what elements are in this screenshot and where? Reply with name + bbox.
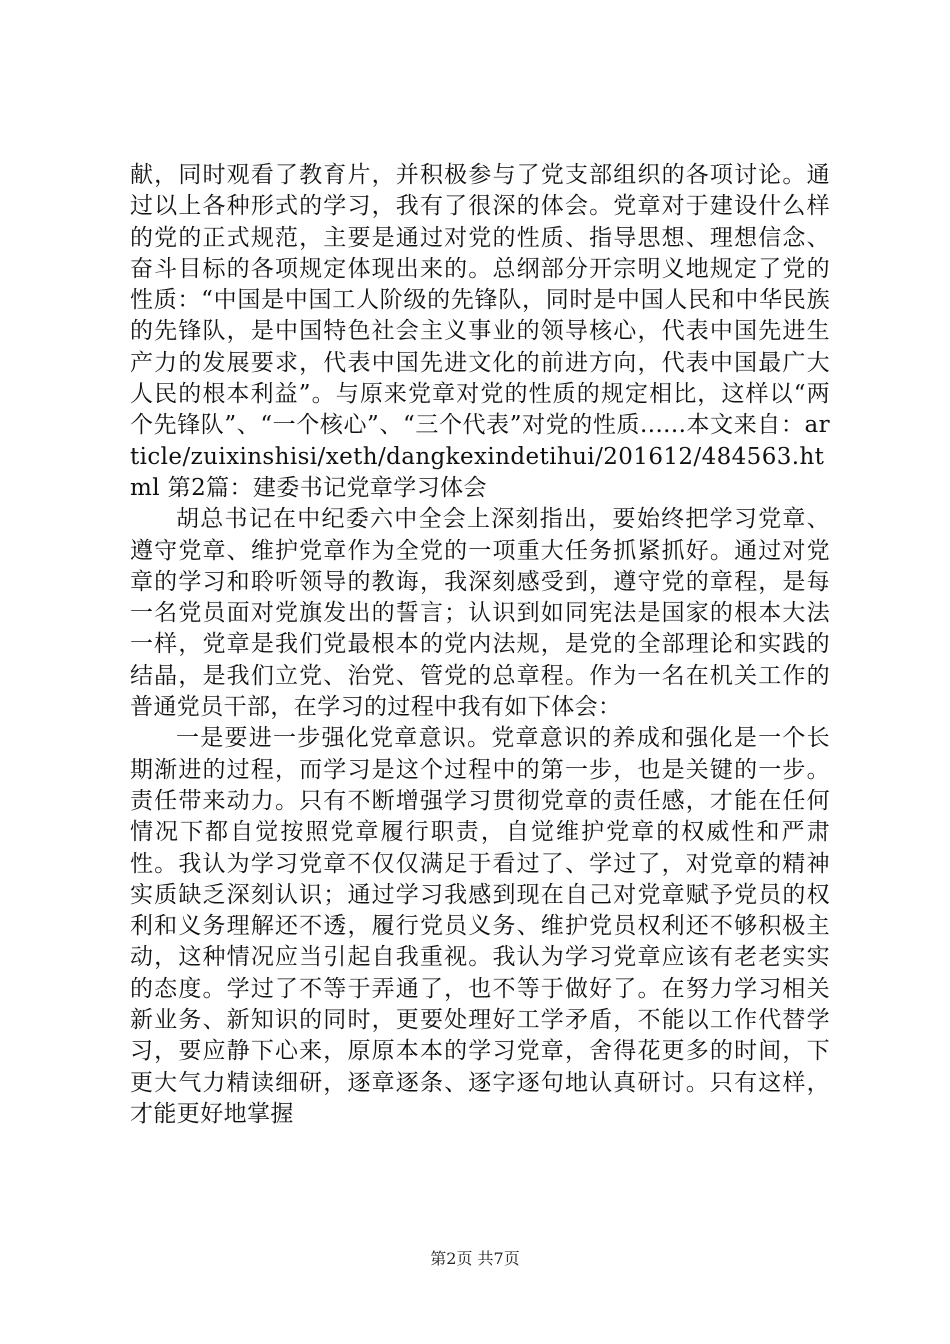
- page-footer: 第2页 共7页: [430, 1249, 520, 1268]
- document-body: [130, 160, 830, 1130]
- paragraph-3: 一是要进一步强化党章意识。党章意识的养成和强化是一个长期渐进的过程，而学习是这个过程中的第一步，也是关键的一步。责任带来动力。只有不断增强学习贯彻党章的责任感，才能在任何情况下都自觉按照党章履行职责，自觉维护党章的权威性和严肃性。我认为学习党章不仅仅满足于看过了、学过了，对党章的精神实质缺乏深刻认识；通过学习我感到现在自己对党章赋予党员的权利和义务理解还不透，履行党员义务、维护党员权利还不够积极主动，这种情况应当引起自我重视。我认为学习党章应该有老老实实的态度。学过了不等于弄通了，也不等于做好了。在努力学习相关新业务、新知识的同时，更要处理好工学矛盾，不能以工作代替学习，要应静下心来，原原本本的学习党章，舍得花更多的时间，下更大气力精读细研，逐章逐条、逐字逐句地认真研讨。只有这样，才能更好地掌握: [130, 725, 830, 1127]
- paragraph-1: 献，同时观看了教育片，并积极参与了党支部组织的各项讨论。通过以上各种形式的学习，我有了很深的体会。党章对于建设什么样的党的正式规范，主要是通过对党的性质、指导思想、理想信念、奋斗目标的各项规定体现出来的。总纲部分开宗明义地规定了党的性质：“中国是中国工人阶级的先锋队，同时是中国人民和中华民族的先锋队，是中国特色社会主义事业的领导核心，代表中国先进生产力的发展要求，代表中国先进文化的前进方向，代表中国最广大人民的根本利益”。与原来党章对党的性质的规定相比，这样以“两个先锋队”、“一个核心”、“三个代表”对党的性质......本文来自：article/zuixinshisi/xeth/dangkexindetihui/201612/484563.html 第2篇：建委书记党章学习体会: [130, 162, 830, 501]
- paragraph-2: 胡总书记在中纪委六中全会上深刻指出，要始终把学习党章、遵守党章、维护党章作为全党的一项重大任务抓紧抓好。通过对党章的学习和聆听领导的教诲，我深刻感受到，遵守党的章程，是每一名党员面对党旗发出的誓言；认识到如同宪法是国家的根本大法一样，党章是我们党最根本的党内法规，是党的全部理论和实践的结晶，是我们立党、治党、管党的总章程。作为一名在机关工作的普通党员干部，在学习的过程中我有如下体会：: [130, 506, 830, 721]
